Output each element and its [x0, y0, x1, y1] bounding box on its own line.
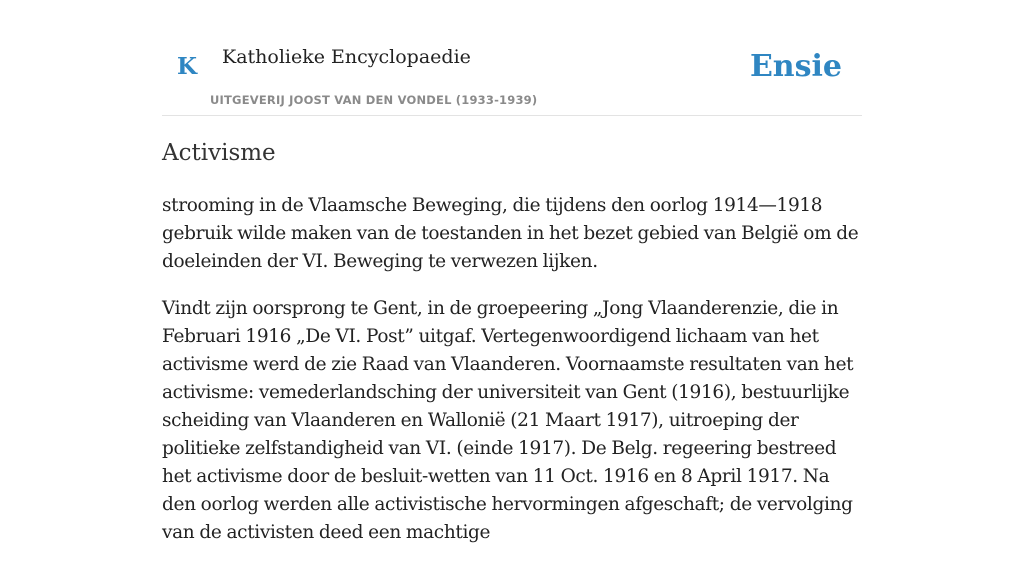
article-body	[162, 192, 862, 566]
site-header	[162, 0, 862, 116]
article-paragraph: Vindt zijn oorsprong te Gent, in de groepeering „Jong Vlaanderenzie, die in Februari 1916 „De VI. Post” uitgaf. Vertegenwoordigend lichaam van het activisme werd de zie Raad van Vlaanderen. Voornaamste resultaten van het activisme: vemederlandsching der universiteit van Gent (1916), bestuurlijke scheiding van Vlaanderen en Wallonië (21 Maart 1917), uitroeping der politieke zelfstandigheid van VI. (einde 1917). De Belg. regeering bestreed het activisme door de besluit-wetten van 11 Oct. 1916 en 8 April 1917. Na den oorlog werden alle activistische hervormingen afgeschaft; de vervolging van de activisten deed een machtige	[162, 298, 854, 543]
article-title: Activisme	[162, 140, 276, 166]
article-paragraph: strooming in de Vlaamsche Beweging, die tijdens den oorlog 1914—1918 gebruik wilde maken van de toestanden in het bezet gebied van België om de doeleinden der VI. Beweging te verwezen lijken.	[162, 195, 859, 272]
publisher-subtitle: UITGEVERIJ JOOST VAN DEN VONDEL (1933-1939)	[210, 93, 538, 107]
brand-logo[interactable]: Ensie	[749, 49, 842, 84]
site-title[interactable]: Katholieke Encyclopaedie	[222, 46, 471, 68]
logo-icon[interactable]: K	[177, 53, 197, 80]
